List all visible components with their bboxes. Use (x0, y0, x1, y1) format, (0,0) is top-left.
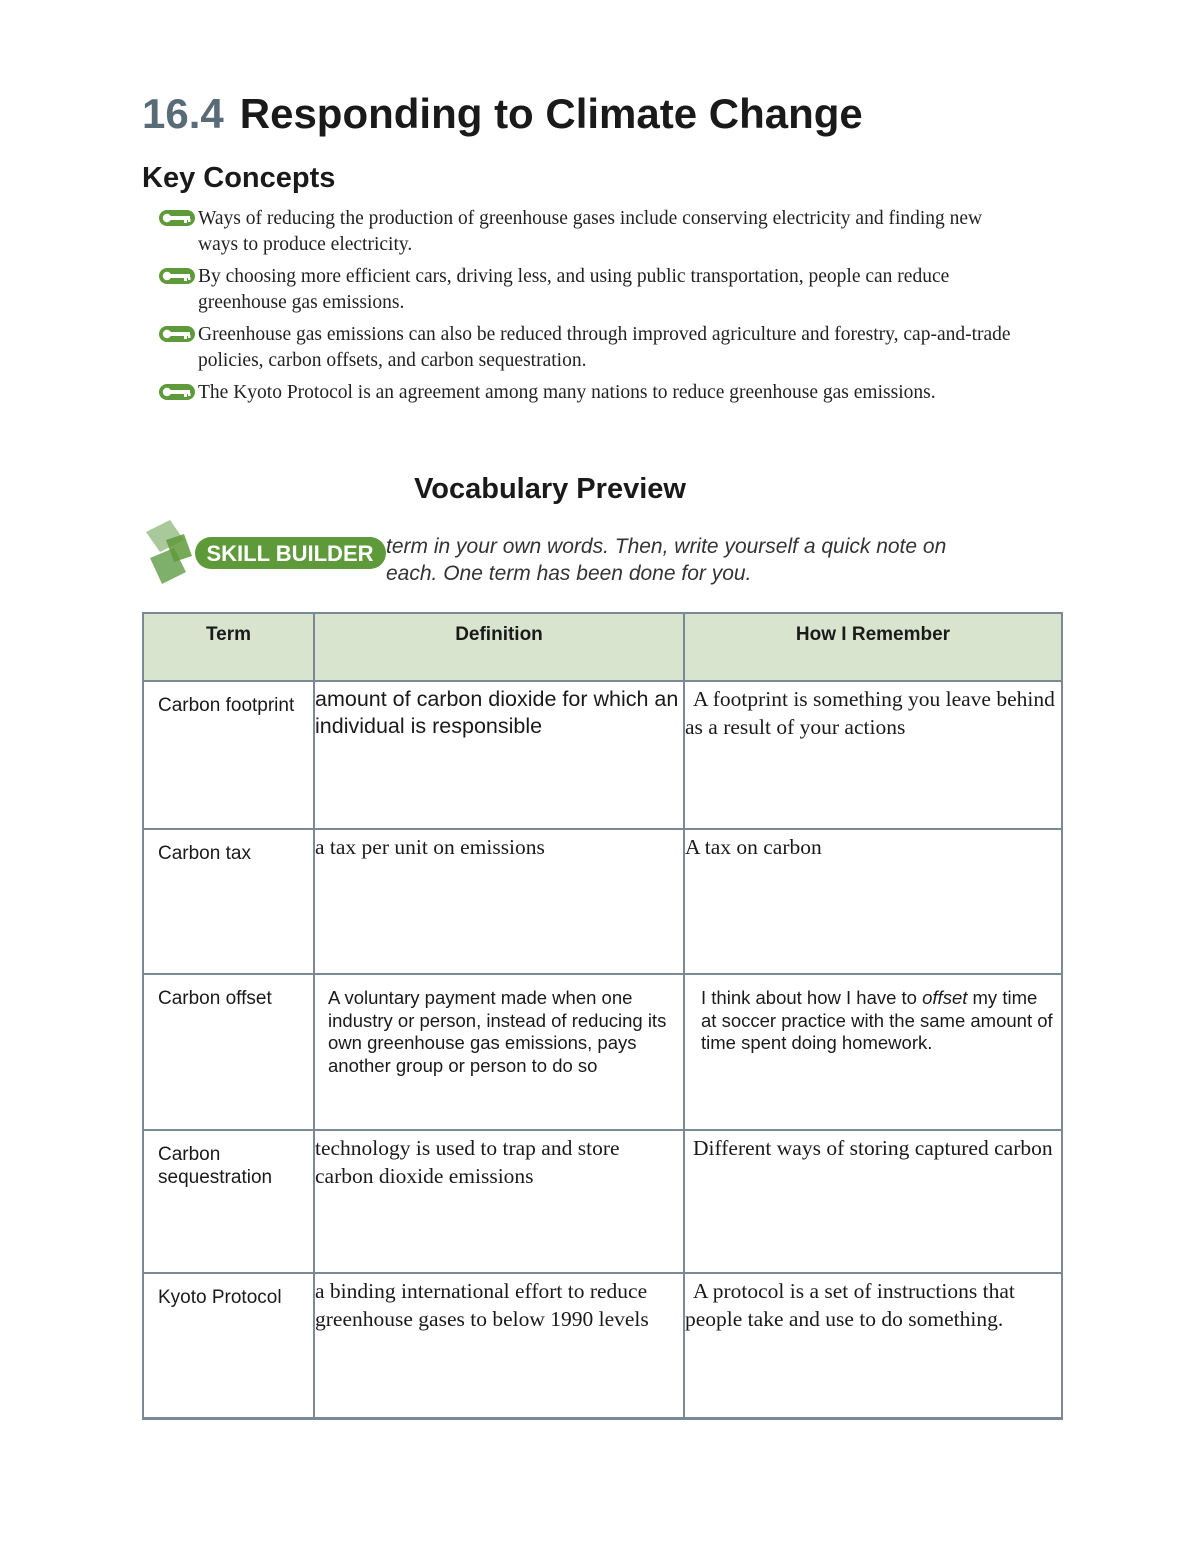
remember-text: Different ways of storing captured carbon (693, 1136, 1053, 1160)
term-cell: Carbon footprint (143, 681, 314, 829)
term-cell: Carbon sequestration (143, 1130, 314, 1273)
key-concepts-heading: Key Concepts (142, 162, 336, 194)
key-concept-text: By choosing more efficient cars, driving less, and using public transportation, people can reduce greenhouse gas emissions. (198, 266, 950, 313)
remember-text-suffix: my time at soccer practice with the same amount of time spent doing homework. (701, 987, 1053, 1053)
column-header-term: Term (143, 613, 314, 681)
key-icon (158, 325, 196, 343)
column-header-how-i-remember: How I Remember (684, 613, 1062, 681)
key-icon (158, 383, 196, 401)
remember-text-prefix: I think about how I have to (701, 987, 923, 1008)
key-concept-text: Greenhouse gas emissions can also be reduced through improved agriculture and forestry, cap-and-trade policies, carbon offsets, and carbon sequestration. (198, 324, 1011, 371)
term-cell: Kyoto Protocol (143, 1273, 314, 1419)
key-concept-item (158, 322, 1018, 374)
table-row (143, 1273, 1062, 1419)
remember-cell[interactable]: A tax on carbon (684, 829, 1062, 974)
key-icon (158, 267, 196, 285)
definition-cell[interactable]: a tax per unit on emissions (314, 829, 684, 974)
skill-builder-logo (140, 518, 390, 592)
remember-text: A footprint is something you leave behind as a result of your actions (685, 687, 1055, 739)
table-row (143, 829, 1062, 974)
column-header-definition: Definition (314, 613, 684, 681)
key-concept-text: Ways of reducing the production of greenhouse gases include conserving electricity and finding new ways to produce electricity. (198, 208, 983, 255)
table-row (143, 974, 1062, 1130)
remember-text-italic: offset (922, 987, 968, 1008)
definition-cell[interactable]: amount of carbon dioxide for which an individual is responsible (314, 681, 684, 829)
table-header-row (143, 613, 1062, 681)
definition-cell[interactable]: technology is used to trap and store carbon dioxide emissions (314, 1130, 684, 1273)
term-cell: Carbon tax (143, 829, 314, 974)
remember-cell[interactable] (684, 974, 1062, 1130)
vocabulary-table (142, 612, 1063, 1420)
term-cell: Carbon offset (143, 974, 314, 1130)
key-concepts-list (158, 206, 1018, 412)
table-row (143, 1130, 1062, 1273)
section-title (142, 88, 863, 140)
skill-builder-instructions (386, 533, 1026, 587)
key-concept-text: The Kyoto Protocol is an agreement among many nations to reduce greenhouse gas emissions. (198, 382, 936, 403)
section-number: 16.4 (142, 90, 224, 137)
remember-cell[interactable] (684, 1130, 1062, 1273)
key-concept-item (158, 206, 1018, 258)
instructions-line-2: each. One term has been done for you. (386, 562, 752, 585)
vocabulary-preview-heading: Vocabulary Preview (414, 473, 686, 505)
definition-cell[interactable]: A voluntary payment made when one industry or person, instead of reducing its own greenhouse gas emissions, pays another group or person to do so (314, 974, 684, 1130)
remember-cell[interactable] (684, 1273, 1062, 1419)
table-row (143, 681, 1062, 829)
key-concept-item (158, 264, 1018, 316)
key-concept-item (158, 380, 1018, 406)
instructions-line-1: term in your own words. Then, write yourself a quick note on (386, 535, 947, 558)
remember-cell[interactable] (684, 681, 1062, 829)
definition-cell[interactable]: a binding international effort to reduce greenhouse gases to below 1990 levels (314, 1273, 684, 1419)
skill-builder-label: SKILL BUILDER (206, 541, 374, 566)
section-title-text: Responding to Climate Change (239, 90, 863, 137)
key-icon (158, 209, 196, 227)
remember-text: A protocol is a set of instructions that people take and use to do something. (685, 1279, 1015, 1331)
